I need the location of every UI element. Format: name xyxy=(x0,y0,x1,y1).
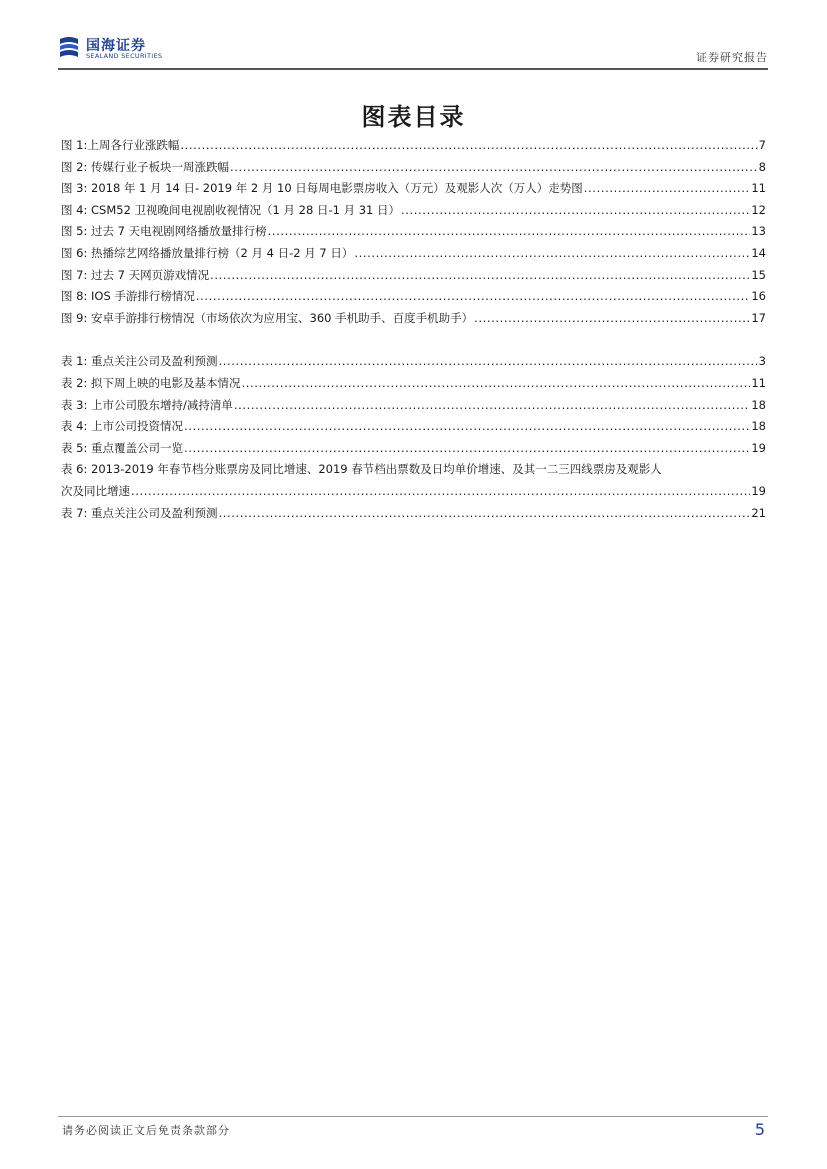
toc-entry-page: 11 xyxy=(751,375,766,390)
toc-entry-label: 图 5: 过去 7 天电视剧网络播放量排行榜 xyxy=(61,224,267,239)
toc-entry-table-4[interactable] xyxy=(61,416,766,438)
toc-entry-page: 18 xyxy=(751,397,766,412)
dot-leader xyxy=(584,178,751,200)
toc-entry-label: 图 4: CSM52 卫视晚间电视剧收视情况（1 月 28 日-1 月 31 日） xyxy=(61,202,401,217)
dot-leader xyxy=(210,265,750,287)
toc-entry-label: 表 5: 重点覆盖公司一览 xyxy=(61,440,184,455)
toc-section-gap xyxy=(61,329,766,351)
toc-entry-figure-3[interactable] xyxy=(61,178,766,200)
dot-leader xyxy=(230,157,758,179)
toc-entry-page: 21 xyxy=(751,505,766,520)
toc-entry-figure-9[interactable] xyxy=(61,308,766,330)
footer-page-number: 5 xyxy=(754,1120,765,1139)
toc-entry-figure-2[interactable] xyxy=(61,157,766,179)
footer-divider xyxy=(58,1116,768,1117)
toc-entry-page: 8 xyxy=(758,159,766,174)
toc-entry-page: 18 xyxy=(751,419,766,434)
toc-entry-page: 3 xyxy=(758,354,766,369)
dot-leader xyxy=(219,503,751,525)
toc-entry-figure-4[interactable] xyxy=(61,200,766,222)
toc-entry-table-3[interactable] xyxy=(61,395,766,417)
toc-entry-table-1[interactable] xyxy=(61,351,766,373)
toc-entry-figure-8[interactable] xyxy=(61,286,766,308)
dot-leader xyxy=(242,373,751,395)
toc-entry-page: 14 xyxy=(751,245,766,260)
report-type-label: 证券研究报告 xyxy=(696,51,768,64)
toc-entry-page: 15 xyxy=(751,267,766,282)
dot-leader xyxy=(131,481,750,503)
toc-entry-table-7[interactable] xyxy=(61,503,766,525)
toc-entry-label-line1: 表 6: 2013-2019 年春节档分账票房及同比增速、2019 春节档出票数及日均单价增速、及其一二三四线票房及观影人 xyxy=(61,462,662,477)
toc-entry-page: 16 xyxy=(751,289,766,304)
dot-leader xyxy=(184,438,750,460)
toc-entry-figure-7[interactable] xyxy=(61,265,766,287)
toc-entry-label: 表 2: 拟下周上映的电影及基本情况 xyxy=(61,375,241,390)
toc-entry-label-line2: 次及同比增速 xyxy=(61,483,130,498)
toc-entry-label: 图 8: IOS 手游排行榜情况 xyxy=(61,289,195,304)
dot-leader xyxy=(268,221,751,243)
dot-leader xyxy=(474,308,750,330)
toc-entry-figure-1[interactable] xyxy=(61,135,766,157)
toc-entry-label: 图 2: 传媒行业子板块一周涨跌幅 xyxy=(61,159,230,174)
logo-text-en: SEALAND SECURITIES xyxy=(86,52,163,60)
toc-entry-label: 图 6: 热播综艺网络播放量排行榜（2 月 4 日-2 月 7 日） xyxy=(61,245,354,260)
dot-leader xyxy=(234,395,750,417)
dot-leader xyxy=(401,200,750,222)
toc-entry-label: 图 7: 过去 7 天网页游戏情况 xyxy=(61,267,210,282)
toc-entry-page: 7 xyxy=(758,138,766,152)
toc-entry-label: 表 4: 上市公司投资情况 xyxy=(61,419,184,434)
dot-leader xyxy=(219,351,758,373)
footer-disclaimer: 请务必阅读正文后免责条款部分 xyxy=(62,1124,230,1137)
toc-entry-label: 表 1: 重点关注公司及盈利预测 xyxy=(61,354,218,369)
toc-entry-page: 19 xyxy=(751,483,766,498)
toc-entry-figure-5[interactable] xyxy=(61,221,766,243)
logo-icon xyxy=(58,35,80,59)
toc-entry-page: 11 xyxy=(751,181,766,196)
page-title: 图表目录 xyxy=(361,102,466,131)
toc-entry-page: 19 xyxy=(751,440,766,455)
logo-text-cn: 国海证券 xyxy=(86,38,146,54)
toc-entry-page: 12 xyxy=(751,202,766,217)
toc-entry-table-6[interactable] xyxy=(61,459,766,502)
toc-entry-label: 图 1:上周各行业涨跌幅 xyxy=(61,138,180,152)
dot-leader xyxy=(184,416,750,438)
dot-leader xyxy=(180,135,757,157)
toc-entry-label: 图 9: 安卓手游排行榜情况（市场依次为应用宝、360 手机助手、百度手机助手） xyxy=(61,310,474,325)
header-divider xyxy=(58,68,768,70)
dot-leader xyxy=(354,243,750,265)
toc-entry-table-2[interactable] xyxy=(61,373,766,395)
toc-entry-label: 表 7: 重点关注公司及盈利预测 xyxy=(61,505,218,520)
toc-entry-label: 图 3: 2018 年 1 月 14 日- 2019 年 2 月 10 日每周电影票房收入（万元）及观影人次（万人）走势图 xyxy=(61,181,583,196)
company-logo xyxy=(58,33,238,63)
toc-entry-figure-6[interactable] xyxy=(61,243,766,265)
table-of-contents xyxy=(61,135,766,524)
toc-entry-table-5[interactable] xyxy=(61,438,766,460)
dot-leader xyxy=(196,286,750,308)
toc-entry-label: 表 3: 上市公司股东增持/减持清单 xyxy=(61,397,233,412)
page-header xyxy=(58,33,768,67)
toc-entry-page: 17 xyxy=(751,310,766,325)
toc-entry-page: 13 xyxy=(751,224,766,239)
